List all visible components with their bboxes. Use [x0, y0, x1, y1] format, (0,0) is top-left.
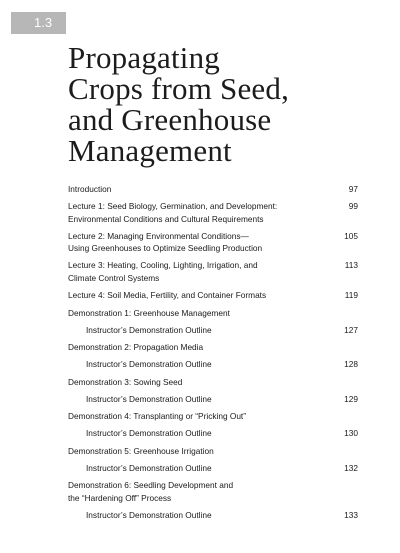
toc-entry: [68, 200, 358, 225]
toc-entry: [68, 183, 358, 196]
toc-subentry: [68, 462, 358, 475]
toc-entry-label: Using Greenhouses to Optimize Seedling Production: [68, 243, 263, 253]
title-line: and Greenhouse: [68, 102, 272, 137]
toc-entry: [68, 410, 358, 423]
toc-entry-label: Introduction: [68, 184, 112, 194]
toc-entry-label: Instructor’s Demonstration Outline: [86, 324, 212, 335]
toc-entry-label: Demonstration 6: Seedling Development and: [68, 480, 234, 490]
toc-entry-label: Demonstration 5: Greenhouse Irrigation: [68, 445, 214, 456]
toc-subentry: [68, 324, 358, 337]
toc-entry-label: Demonstration 3: Sowing Seed: [68, 376, 183, 387]
toc-page-number: 132: [344, 462, 358, 473]
toc-entry-label: the “Hardening Off” Process: [68, 492, 172, 503]
toc-page-number: 105: [344, 230, 358, 241]
toc-entry: [68, 307, 358, 320]
toc-entry-label: Lecture 2: Managing Environmental Conditions—: [68, 230, 249, 241]
toc-entry: [68, 230, 358, 255]
toc-entry-label: Demonstration 2: Propagation Media: [68, 342, 204, 352]
toc-subentry: [68, 393, 358, 406]
toc-entry: [68, 341, 358, 354]
section-number-badge: 1.3: [11, 12, 66, 34]
toc-entry-label: Instructor’s Demonstration Outline: [86, 428, 212, 438]
title-line: Crops from Seed,: [68, 71, 290, 106]
toc-subentry: [68, 358, 358, 371]
title-line: Propagating: [68, 40, 221, 75]
toc-entry: [68, 445, 358, 458]
toc-page-number: 130: [344, 428, 358, 438]
toc-entry: [68, 479, 358, 504]
toc-entry-label: Instructor’s Demonstration Outline: [86, 359, 212, 369]
toc-entry-label: Demonstration 4: Transplanting or “Pricking Out”: [68, 411, 246, 421]
toc-page-number: 127: [344, 324, 358, 335]
toc-page-number: 99: [348, 201, 358, 211]
toc-page-number: 129: [344, 393, 358, 404]
toc-page-number: 119: [344, 289, 358, 300]
toc-entry-label: Instructor’s Demonstration Outline: [86, 509, 212, 520]
toc-entry-label: Environmental Conditions and Cultural Requirements: [68, 213, 264, 224]
table-of-contents: [68, 183, 358, 521]
toc-entry-label: Climate Control Systems: [68, 272, 160, 283]
toc-entry-label: Lecture 4: Soil Media, Fertility, and Container Formats: [68, 289, 267, 300]
toc-page-number: 97: [348, 184, 358, 194]
page-title: [68, 42, 388, 166]
title-line: Management: [68, 133, 232, 168]
toc-entry: [68, 289, 358, 302]
toc-entry-label: Lecture 3: Heating, Cooling, Lighting, Irrigation, and: [68, 260, 258, 270]
toc-entry: [68, 259, 358, 284]
toc-subentry: [68, 427, 358, 440]
toc-entry-label: Lecture 1: Seed Biology, Germination, and Development:: [68, 201, 278, 211]
toc-subentry: [68, 509, 358, 522]
toc-page-number: 113: [344, 260, 358, 270]
toc-entry-label: Instructor’s Demonstration Outline: [86, 393, 212, 404]
toc-entry-label: Instructor’s Demonstration Outline: [86, 462, 212, 473]
toc-entry: [68, 376, 358, 389]
toc-page-number: 133: [344, 509, 358, 520]
toc-entry-label: Demonstration 1: Greenhouse Management: [68, 307, 230, 318]
toc-page-number: 128: [344, 359, 358, 369]
